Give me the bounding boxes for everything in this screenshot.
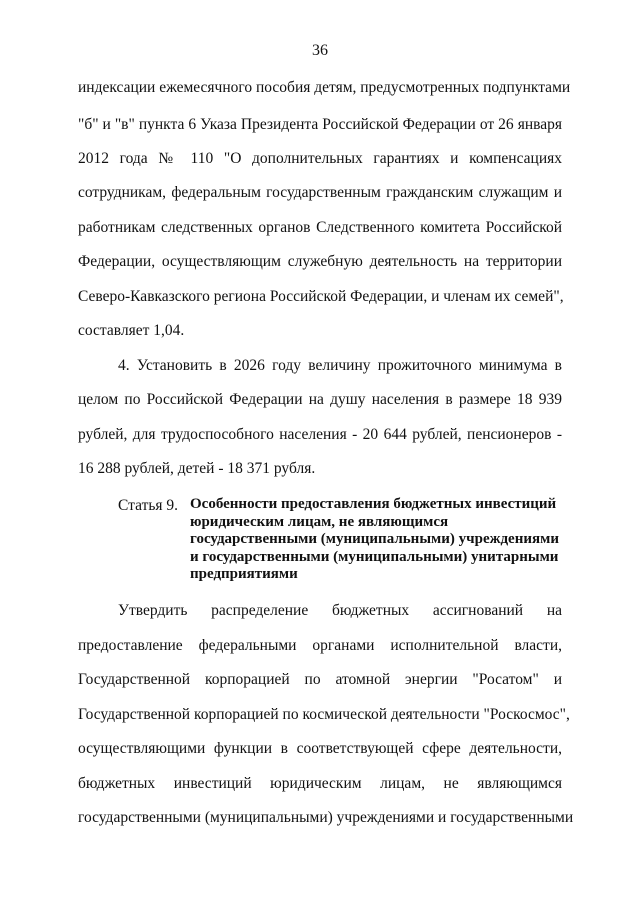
page-number: 36	[312, 42, 328, 59]
text-line: предоставление федеральными органами исполнительной власти,	[78, 637, 562, 654]
text-line: 16 288 рублей, детей - 18 371 рубля.	[78, 460, 316, 477]
text-line: "б" и "в" пункта 6 Указа Президента Российской Федерации от 26 января	[78, 116, 562, 133]
article-label: Статья 9.	[118, 497, 179, 514]
text-line: бюджетных инвестиций юридическим лицам, не являющимся	[78, 775, 562, 792]
text-line: Федерации, осуществляющим служебную деятельность на территории	[78, 253, 562, 270]
text-line: 2012 года № 110 "О дополнительных гарантиях и компенсациях	[78, 150, 562, 167]
text-line: Государственной корпорацией по космической деятельности "Роскосмос",	[78, 706, 570, 723]
text-line: Утвердить распределение бюджетных ассигнований на	[118, 602, 562, 619]
text-line: осуществляющими функции в соответствующей сфере деятельности,	[78, 740, 562, 757]
text-line: Северо-Кавказского региона Российской Федерации, и членам их семей",	[78, 288, 564, 305]
text-line: рублей, для трудоспособного населения - 20 644 рублей, пенсионеров -	[78, 426, 562, 443]
text-line: сотрудникам, федеральным государственным гражданским служащим и	[78, 184, 562, 201]
text-line: 4. Установить в 2026 году величину прожиточного минимума в	[118, 357, 562, 374]
article-title: Особенности предоставления бюджетных инвестиций юридическим лицам, не являющимся государственными (муниципальными) учреждениями и государственными (муниципальными) унитарными предприятиями	[190, 496, 559, 582]
text-line: целом по Российской Федерации на душу населения в размере 18 939	[78, 391, 562, 408]
text-line: индексации ежемесячного пособия детям, предусмотренных подпунктами	[78, 79, 571, 96]
text-line: работникам следственных органов Следственного комитета Российской	[78, 219, 562, 236]
text-line: государственными (муниципальными) учреждениями и государственными	[78, 809, 574, 826]
text-line: Государственной корпорацией по атомной энергии "Росатом" и	[78, 671, 562, 688]
text-line: составляет 1,04.	[78, 322, 185, 339]
